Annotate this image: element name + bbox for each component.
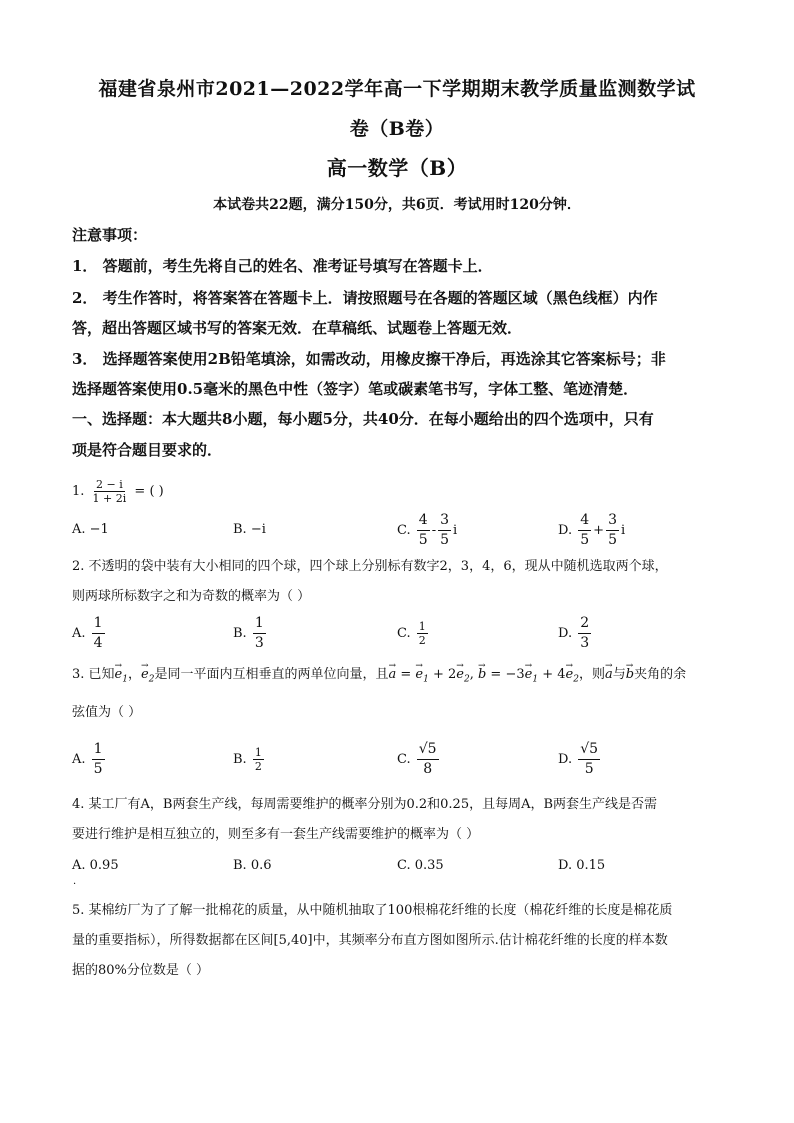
q1-d-n1: 4 — [578, 511, 591, 531]
q3-d-n: √5 — [578, 740, 600, 760]
q1-c-op: - — [431, 523, 437, 538]
q5-line1: 5. 某棉纺厂为了了解一批棉花的质量，从中随机抽取了100根棉花纤维的长度（棉花纤维的长度是棉花质 — [72, 903, 673, 918]
note-3-line1: 3． 选择题答案使用2B铅笔填涂，如需改动，用橡皮擦干净后，再选涂其它答案标号；非 — [72, 350, 666, 368]
exam-title-line2: 卷（B卷） — [349, 118, 445, 140]
exam-title-line1: 福建省泉州市2021—2022学年高一下学期期末教学质量监测数学试 — [98, 78, 696, 100]
q3-e5-sub: 1 — [532, 674, 539, 685]
q1-number: 1. — [72, 484, 85, 499]
q1-c-d1: 5 — [418, 532, 428, 548]
q3-option-a — [72, 740, 107, 779]
q2-d-label: D. — [558, 626, 573, 641]
q1-c-frac2 — [438, 511, 451, 550]
q3-vector-e2-b — [456, 667, 470, 685]
q3-b-label: B. — [233, 752, 247, 767]
q4-option-a: A. 0.95 — [72, 858, 119, 873]
q4-line1: 4. 某工厂有A，B两套生产线，每周需要维护的概率分别为0.2和0.25，且每周A，B两套生产线是否需 — [72, 797, 658, 812]
q3-text-8: + 4 — [538, 667, 566, 682]
q3-e2-letter: e — [141, 667, 149, 682]
q3-e3-sub: 1 — [423, 674, 429, 685]
exam-subtitle: 高一数学（B） — [326, 156, 468, 180]
q2-option-a — [72, 614, 107, 653]
q2-d-n: 2 — [578, 614, 591, 634]
q3-e5-letter: e — [524, 667, 533, 682]
q2-b-n: 1 — [253, 614, 266, 634]
q4-line2: 要进行维护是相互独立的，则至多有一套生产线需要维护的概率为（ ） — [72, 827, 480, 842]
q3-text-5: + 2 — [428, 667, 457, 682]
q1-c-i: i — [453, 523, 458, 538]
q3-text-6: , — [469, 667, 478, 682]
q3-line2: 弦值为（ ） — [72, 705, 142, 720]
note-2-line2: 答，超出答题区域书写的答案无效．在草稿纸、试题卷上答题无效． — [72, 319, 523, 337]
stray-dot: · — [73, 879, 77, 890]
q1-fraction — [91, 478, 129, 505]
q2-option-d — [558, 614, 593, 653]
q2-line2: 则两球所标数字之和为奇数的概率为（ ） — [72, 589, 311, 604]
q3-e1-sub: 1 — [122, 674, 128, 685]
q1-d-d2: 5 — [608, 532, 617, 548]
q1-d-i: i — [620, 523, 626, 538]
q3-e3-letter: e — [415, 667, 424, 682]
q1-frac-num: 2 − i — [96, 478, 123, 491]
q1-option-a: A. −1 — [72, 522, 109, 537]
q2-b-label: B. — [233, 626, 247, 641]
q3-a-n: 1 — [92, 740, 105, 760]
q5-line3: 据的80%分位数是（ ） — [72, 963, 210, 978]
q1-c-n1: 4 — [417, 511, 430, 531]
q3-vector-b-2: → b — [626, 667, 634, 682]
q3-text-9: ，则 — [578, 667, 605, 682]
q3-text-2: ， — [127, 667, 141, 682]
q3-text-7: = −3 — [486, 667, 525, 682]
q3-vector-a: → a — [388, 667, 396, 682]
q3-option-b — [233, 746, 266, 773]
q3-d-frac — [578, 740, 600, 779]
q2-a-n: 1 — [92, 614, 105, 634]
q2-line1: 2. 不透明的袋中装有大小相同的四个球，四个球上分别标有数字2，3，4，6，现从中随机选取两个球， — [72, 559, 668, 574]
q1-c-label: C. — [397, 523, 411, 538]
q3-vector-b: → b — [478, 667, 486, 682]
q3-vector-e1-b — [415, 667, 429, 685]
q1-d-op: + — [593, 523, 605, 538]
q2-c-n: 1 — [418, 620, 426, 633]
note-3-line2: 选择题答案使用0.5毫米的黑色中性（签字）笔或碳素笔书写，字体工整、笔迹清楚． — [72, 380, 639, 398]
q3-option-d — [558, 740, 602, 779]
q1-d-label: D. — [558, 523, 573, 538]
q2-d-frac — [578, 614, 591, 653]
q2-a-d: 4 — [93, 635, 103, 651]
q2-option-c — [397, 620, 430, 647]
q3-vector-e2 — [141, 667, 155, 685]
q3-text-4: = — [396, 667, 416, 682]
q2-d-d: 3 — [580, 635, 590, 651]
q1-c-d2: 5 — [440, 532, 450, 548]
q3-b-n: 1 — [254, 746, 262, 759]
q5-line2: 量的重要指标），所得数据都在区间[5,40]中，其频率分布直方图如图所示.估计棉花纤维的长度的样本数 — [72, 933, 668, 948]
section1-line2: 项是符合题目要求的． — [72, 441, 223, 459]
exam-intro: 本试卷共22题，满分150分，共6页．考试用时120分钟． — [213, 197, 581, 213]
q4-option-b: B. 0.6 — [233, 858, 272, 873]
q2-a-frac — [92, 614, 105, 653]
q1-option-b: B. −i — [233, 522, 266, 537]
q1-option-d — [558, 511, 625, 550]
q3-e6-letter: e — [565, 667, 574, 682]
q1-tail: = ( ) — [134, 484, 164, 499]
q3-c-n: √5 — [417, 740, 439, 760]
q3-b-d: 2 — [254, 760, 262, 773]
q3-d-label: D. — [558, 752, 573, 767]
q1-c-n2: 3 — [438, 511, 451, 531]
q3-e4-letter: e — [456, 667, 464, 682]
note-2-line1: 2． 考生作答时，将答案答在答题卡上．请按照题号在各题的答题区域（黑色线框）内作 — [72, 289, 658, 307]
q3-text-10: 与 — [612, 667, 626, 682]
q3-e4-sub: 2 — [463, 674, 470, 685]
q3-c-frac — [417, 740, 439, 779]
q3-a-label: A. — [72, 752, 86, 767]
q2-b-d: 3 — [254, 635, 264, 651]
q3-vector-a-2: → a — [605, 667, 613, 682]
q3-text-1: 3. 已知 — [72, 667, 115, 682]
q3-vector-e1 — [114, 667, 128, 685]
q3-line1 — [72, 666, 686, 689]
q1-c-frac1 — [417, 511, 430, 550]
q3-c-d: 8 — [423, 761, 433, 777]
q3-a-frac — [92, 740, 105, 779]
q3-vector-e2-c — [565, 667, 579, 685]
q2-b-frac — [253, 614, 266, 653]
q2-c-d: 2 — [418, 634, 426, 647]
q4-option-d: D. 0.15 — [558, 858, 606, 873]
q1-d-n2: 3 — [606, 511, 619, 531]
q3-c-label: C. — [397, 752, 411, 767]
q3-e6-sub: 2 — [573, 674, 579, 685]
q3-option-c — [397, 740, 441, 779]
q3-text-11: 夹角的余 — [634, 667, 687, 682]
q2-a-label: A. — [72, 626, 86, 641]
q1-d-frac2 — [606, 511, 619, 550]
q2-option-b — [233, 614, 268, 653]
q1-d-frac1 — [578, 511, 591, 550]
q3-b-frac — [253, 746, 264, 773]
q3-a-d: 5 — [93, 761, 103, 777]
q3-e2-sub: 2 — [148, 674, 155, 685]
q4-option-c: C. 0.35 — [397, 858, 444, 873]
q3-text-3: 是同一平面内互相垂直的两单位向量，且 — [154, 667, 389, 682]
q1-option-c — [397, 511, 457, 550]
q3-e1-letter: e — [114, 667, 123, 682]
q2-c-label: C. — [397, 626, 411, 641]
section1-line1: 一、选择题：本大题共8小题，每小题5分，共40分．在每小题给出的四个选项中，只有 — [72, 410, 654, 428]
q3-d-d: 5 — [584, 761, 594, 777]
notes-heading: 注意事项： — [72, 226, 148, 244]
q1-frac-den: 1 + 2i — [92, 492, 127, 505]
q1-d-d1: 5 — [580, 532, 590, 548]
q2-c-frac — [417, 620, 428, 647]
note-1: 1． 答题前，考生先将自己的姓名、准考证号填写在答题卡上． — [72, 257, 493, 275]
q3-vector-e1-c — [524, 667, 539, 685]
question-1 — [72, 478, 164, 505]
